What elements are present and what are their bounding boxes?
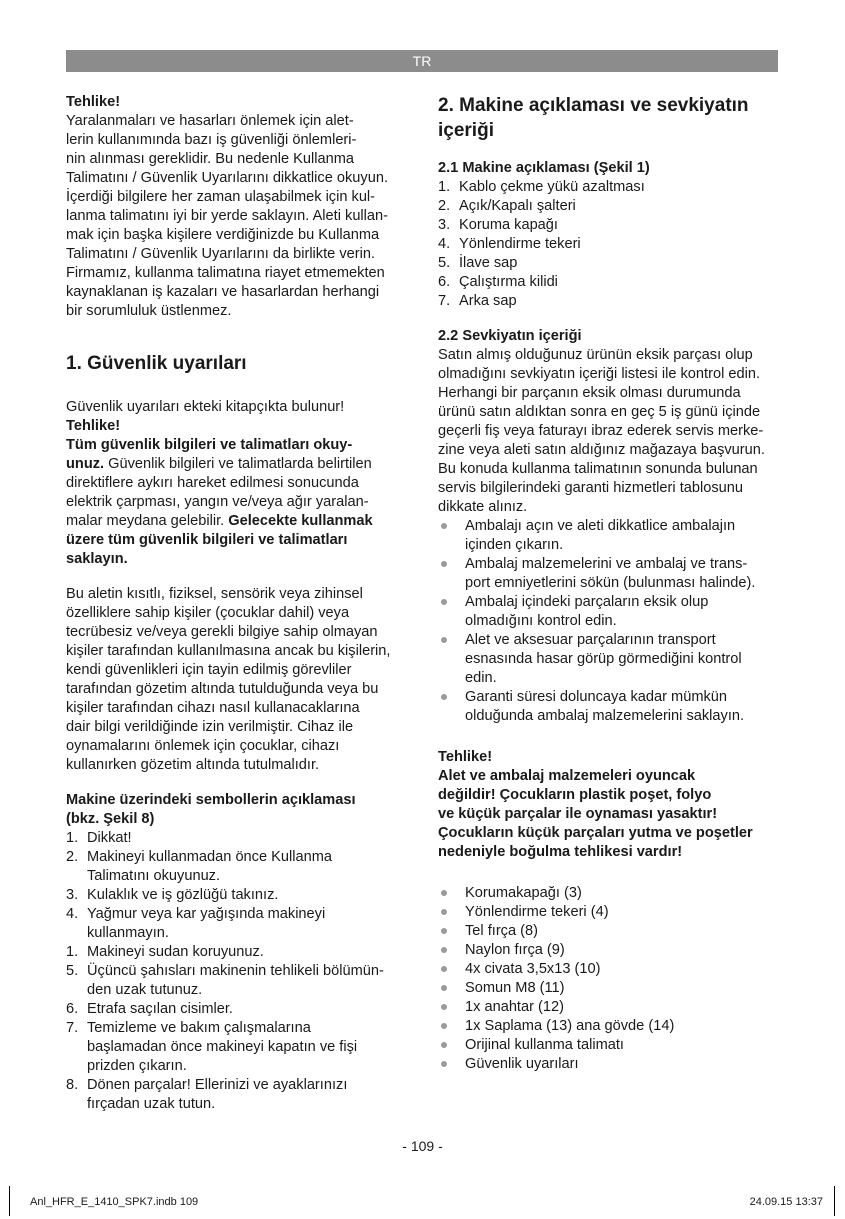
description-text: Açık/Kapalı şalteri <box>459 198 576 214</box>
symbol-text: başlamadan önce makineyi kapatın ve fişi <box>87 1039 358 1055</box>
bullet-text: 1x Saplama (13) ana gövde (14) <box>465 1018 675 1034</box>
symbol-number: 7. <box>66 1020 79 1036</box>
bullet-text: Korumakapağı (3) <box>465 885 582 901</box>
bullet-icon <box>441 985 447 991</box>
bullet-item <box>438 688 783 726</box>
bullet-item <box>438 1055 783 1074</box>
bullet-text: Yönlendirme tekeri (4) <box>465 904 609 920</box>
symbol-item <box>66 829 411 848</box>
symbol-text: Etrafa saçılan cisimler. <box>87 1001 233 1017</box>
warning-text-line: bir sorumluluk üstlenmez. <box>66 303 232 319</box>
delivery-text-line: dikkate alınız. <box>438 499 528 515</box>
warning-text-line: nin alınması gereklidir. Bu nedenle Kullanma <box>66 151 354 167</box>
description-text: Kablo çekme yükü azaltması <box>459 179 645 195</box>
bullet-icon <box>441 909 447 915</box>
safety-line-1: Tüm güvenlik bilgileri ve talimatları okuy- <box>66 437 353 453</box>
symbol-number: 2. <box>66 849 79 865</box>
language-label: TR <box>412 53 432 69</box>
description-number: 2. <box>438 198 451 214</box>
bullet-text: 4x civata 3,5x13 (10) <box>465 961 601 977</box>
delivery-bullet-list <box>438 517 783 726</box>
delivery-text-line: Bu konuda kullanma talimatının sonunda bulunan <box>438 461 758 477</box>
bullet-text: 1x anahtar (12) <box>465 999 564 1015</box>
bullet-icon <box>441 1004 447 1010</box>
safety-line-5 <box>66 512 411 531</box>
safety-line-2 <box>66 455 411 474</box>
description-number: 1. <box>438 179 451 195</box>
description-item <box>438 273 783 292</box>
delivery-text-line: zine veya aleti satın aldığınız mağazaya başvurun. <box>438 442 765 458</box>
bullet-item <box>438 941 783 960</box>
description-number: 3. <box>438 217 451 233</box>
bullet-icon <box>441 694 447 700</box>
children-text-line: özelliklere sahip kişiler (çocuklar dahil) veya <box>66 605 350 621</box>
symbol-item <box>66 943 411 962</box>
symbol-number: 1. <box>66 944 79 960</box>
bullet-item <box>438 517 783 555</box>
warning-text-line: Firmamız, kullanma talimatına riayet etmemekten <box>66 265 385 281</box>
warning-text-line: Çocukların küçük parçaları yutma ve poşetler <box>438 825 753 841</box>
symbol-item <box>66 1019 411 1076</box>
bullet-text: port emniyetlerini sökün (bulunması halinde). <box>465 575 756 591</box>
description-text: Koruma kapağı <box>459 217 558 233</box>
bullet-text: olmadığını kontrol edin. <box>465 613 617 629</box>
delivery-text-line: olmadığını sevkiyatın içeriği listesi ile kontrol edin. <box>438 366 761 382</box>
warning-text-line: İçerdiği bilgilere her zaman ulaşabilmek için kul- <box>66 189 376 205</box>
footer-file-info: Anl_HFR_E_1410_SPK7.indb 109 <box>30 1196 199 1208</box>
bullet-text: Güvenlik uyarıları <box>465 1056 579 1072</box>
children-text-line: kişiler tarafından cihazı nasıl kullanacaklarına <box>66 700 360 716</box>
crop-mark-right <box>834 1186 835 1216</box>
children-text-line: kendi güvenlikleri için tayin edilmiş görevliler <box>66 662 352 678</box>
symbol-number: 3. <box>66 887 79 903</box>
description-list <box>438 178 783 311</box>
bullet-text: edin. <box>465 670 497 686</box>
symbol-text: Dönen parçalar! Ellerinizi ve ayaklarınızı <box>87 1077 348 1093</box>
bullet-item <box>438 555 783 593</box>
delivery-text-line: Herhangi bir parçanın eksik olması durumunda <box>438 385 741 401</box>
children-text-line: Bu aletin kısıtlı, fiziksel, sensörik veya zihinsel <box>66 586 363 602</box>
symbol-text: prizden çıkarın. <box>87 1058 187 1074</box>
bullet-item <box>438 960 783 979</box>
delivery-contents-list <box>438 884 783 1074</box>
children-paragraph <box>66 585 411 775</box>
warning-text-line: ve küçük parçalar ile oynaması yasaktır! <box>438 806 718 822</box>
warning-text-line: nedeniyle boğulma tehlikesi vardır! <box>438 844 683 860</box>
bullet-icon <box>441 947 447 953</box>
children-text-line: dair bilgi verildiğinde izin verilmiştir. Cihaz ile <box>66 719 354 735</box>
warning-text-line: Talimatını / Güvenlik Uyarılarını dikkatlice okuyun. <box>66 170 389 186</box>
danger-title: Tehlike! <box>66 418 121 434</box>
bullet-text: Ambalaj içindeki parçaların eksik olup <box>465 594 709 610</box>
symbol-text: Temizleme ve bakım çalışmalarına <box>87 1020 311 1036</box>
symbol-item <box>66 1000 411 1019</box>
bullet-text: Alet ve aksesuar parçalarının transport <box>465 632 716 648</box>
warning-text-line: lerin kullanımında bazı iş güvenliği önlemleri- <box>66 132 357 148</box>
children-text-line: tarafından gözetim altında tutulduğunda veya bu <box>66 681 379 697</box>
bullet-item <box>438 1017 783 1036</box>
description-text: Yönlendirme tekeri <box>459 236 581 252</box>
symbol-text: Yağmur veya kar yağışında makineyi <box>87 906 326 922</box>
delivery-paragraph <box>438 346 783 517</box>
description-number: 5. <box>438 255 451 271</box>
symbol-text: Dikkat! <box>87 830 132 846</box>
safety-line-3: direktiflere aykırı hareket edilmesi sonucunda <box>66 475 359 491</box>
children-text-line: kişiler tarafından kullanılmasına ancak bu kişilerin, <box>66 643 391 659</box>
symbol-text: fırçadan uzak tutun. <box>87 1096 216 1112</box>
bullet-text: Ambalajı açın ve aleti dikkatlice ambalajın <box>465 518 736 534</box>
symbol-item <box>66 962 411 1000</box>
symbol-text: Üçüncü şahısları makinenin tehlikeli bölümün- <box>87 963 384 979</box>
description-number: 4. <box>438 236 451 252</box>
warning-text-line: kaynaklanan iş kazaları ve hasarlardan herhangi <box>66 284 380 300</box>
bullet-item <box>438 631 783 688</box>
symbols-list <box>66 829 411 1114</box>
bullet-text: Somun M8 (11) <box>465 980 565 996</box>
symbol-number: 4. <box>66 906 79 922</box>
description-number: 6. <box>438 274 451 290</box>
symbol-text: Makineyi sudan koruyunuz. <box>87 944 264 960</box>
bullet-text: Naylon fırça (9) <box>465 942 565 958</box>
children-text-line: kullanırken gözetim altında tutulmalıdır. <box>66 757 320 773</box>
symbol-number: 1. <box>66 830 79 846</box>
safety-intro: Güvenlik uyarıları ekteki kitapçıkta bulunur! <box>66 399 345 415</box>
symbol-item <box>66 1076 411 1114</box>
bullet-icon <box>441 637 447 643</box>
symbols-heading-figure: (bkz. Şekil 8) <box>66 811 155 827</box>
delivery-text-line: servis bilgilerindeki garanti hizmetleri tablosunu <box>438 480 743 496</box>
right-column <box>438 93 783 1074</box>
bullet-icon <box>441 890 447 896</box>
symbol-number: 5. <box>66 963 79 979</box>
symbol-text: kullanmayın. <box>87 925 169 941</box>
description-item <box>438 292 783 311</box>
delivery-heading: 2.2 Sevkiyatın içeriği <box>438 328 582 344</box>
section-heading-description <box>438 93 783 143</box>
description-item <box>438 254 783 273</box>
warning-title: Tehlike! <box>66 94 121 110</box>
description-number: 7. <box>438 293 451 309</box>
bullet-icon <box>441 1023 447 1029</box>
bullet-icon <box>441 561 447 567</box>
symbol-number: 6. <box>66 1001 79 1017</box>
warning-text-line: Alet ve ambalaj malzemeleri oyuncak <box>438 768 696 784</box>
description-text: İlave sap <box>459 255 518 271</box>
symbol-text: Talimatını okuyunuz. <box>87 868 221 884</box>
description-item <box>438 235 783 254</box>
bullet-item <box>438 593 783 631</box>
warning-text <box>66 112 411 321</box>
description-item <box>438 216 783 235</box>
bullet-item <box>438 884 783 903</box>
crop-mark-left <box>9 1186 10 1216</box>
safety-line-7: saklayın. <box>66 551 128 567</box>
symbol-text: den uzak tutunuz. <box>87 982 203 998</box>
bullet-text: Orijinal kullanma talimatı <box>465 1037 624 1053</box>
section-heading-line-2: içeriği <box>438 120 494 141</box>
bullet-icon <box>441 599 447 605</box>
description-text: Arka sap <box>459 293 517 309</box>
safety-line-6: üzere tüm güvenlik bilgileri ve talimatları <box>66 532 348 548</box>
bullet-item <box>438 979 783 998</box>
bullet-icon <box>441 928 447 934</box>
description-item <box>438 197 783 216</box>
safety-line-5-normal: malar meydana gelebilir. <box>66 513 229 529</box>
safety-line-2-bold: unuz. <box>66 456 105 472</box>
bullet-text: Garanti süresi doluncaya kadar mümkün <box>465 689 728 705</box>
warning-text-2 <box>438 767 783 862</box>
bullet-item <box>438 998 783 1017</box>
warning-text-line: değildir! Çocukların plastik poşet, folyo <box>438 787 712 803</box>
symbol-item <box>66 848 411 886</box>
symbol-item <box>66 886 411 905</box>
footer-timestamp: 24.09.15 13:37 <box>749 1196 823 1208</box>
bullet-item <box>438 922 783 941</box>
bullet-text: Tel fırça (8) <box>465 923 538 939</box>
delivery-text-line: Satın almış olduğunuz ürünün eksik parçası olup <box>438 347 753 363</box>
warning-text-line: Talimatını / Güvenlik Uyarılarını da birlikte verin. <box>66 246 376 262</box>
bullet-text: içinden çıkarın. <box>465 537 564 553</box>
left-column <box>66 93 411 1114</box>
symbol-number: 8. <box>66 1077 79 1093</box>
language-header-bar <box>66 50 778 72</box>
bullet-icon <box>441 523 447 529</box>
safety-line-4: elektrik çarpması, yangın ve/veya ağır yaralan- <box>66 494 369 510</box>
delivery-text-line: ürünü satın aldıktan sonra en geç 5 iş günü içinde <box>438 404 761 420</box>
bullet-item <box>438 903 783 922</box>
warning-title-2: Tehlike! <box>438 749 493 765</box>
symbol-item <box>66 905 411 943</box>
bullet-text: esnasında hasar görüp görmediğini kontrol <box>465 651 742 667</box>
page-number: - 109 - <box>402 1138 443 1154</box>
description-heading: 2.1 Makine açıklaması (Şekil 1) <box>438 160 650 176</box>
bullet-text: olduğunda ambalaj malzemelerini saklayın. <box>465 708 745 724</box>
safety-line-2-rest: Güvenlik bilgileri ve talimatlarda belirtilen <box>104 456 372 472</box>
warning-text-line: Yaralanmaları ve hasarları önlemek için alet- <box>66 113 354 129</box>
section-heading-safety: 1. Güvenlik uyarıları <box>66 353 247 374</box>
delivery-text-line: geçerli fiş veya faturayı ibraz ederek servis merke- <box>438 423 764 439</box>
children-text-line: tecrübesiz ve/veya gerekli bilgiye sahip olmayan <box>66 624 378 640</box>
section-heading-line-1: 2. Makine açıklaması ve sevkiyatın <box>438 95 749 116</box>
children-text-line: oynamalarını önlemek için çocuklar, cihazı <box>66 738 340 754</box>
description-text: Çalıştırma kilidi <box>459 274 558 290</box>
bullet-icon <box>441 1061 447 1067</box>
bullet-icon <box>441 966 447 972</box>
symbols-heading: Makine üzerindeki sembollerin açıklaması <box>66 792 356 808</box>
bullet-text: Ambalaj malzemelerini ve ambalaj ve trans- <box>465 556 748 572</box>
description-item <box>438 178 783 197</box>
safety-line-5-bold: Gelecekte kullanmak <box>228 513 373 529</box>
symbol-text: Kulaklık ve iş gözlüğü takınız. <box>87 887 279 903</box>
bullet-icon <box>441 1042 447 1048</box>
symbol-text: Makineyi kullanmadan önce Kullanma <box>87 849 332 865</box>
bullet-item <box>438 1036 783 1055</box>
warning-text-line: mak için başka kişilere verdiğinizde bu Kullanma <box>66 227 380 243</box>
warning-text-line: lanma talimatını iyi bir yerde saklayın. Aleti kullan- <box>66 208 389 224</box>
